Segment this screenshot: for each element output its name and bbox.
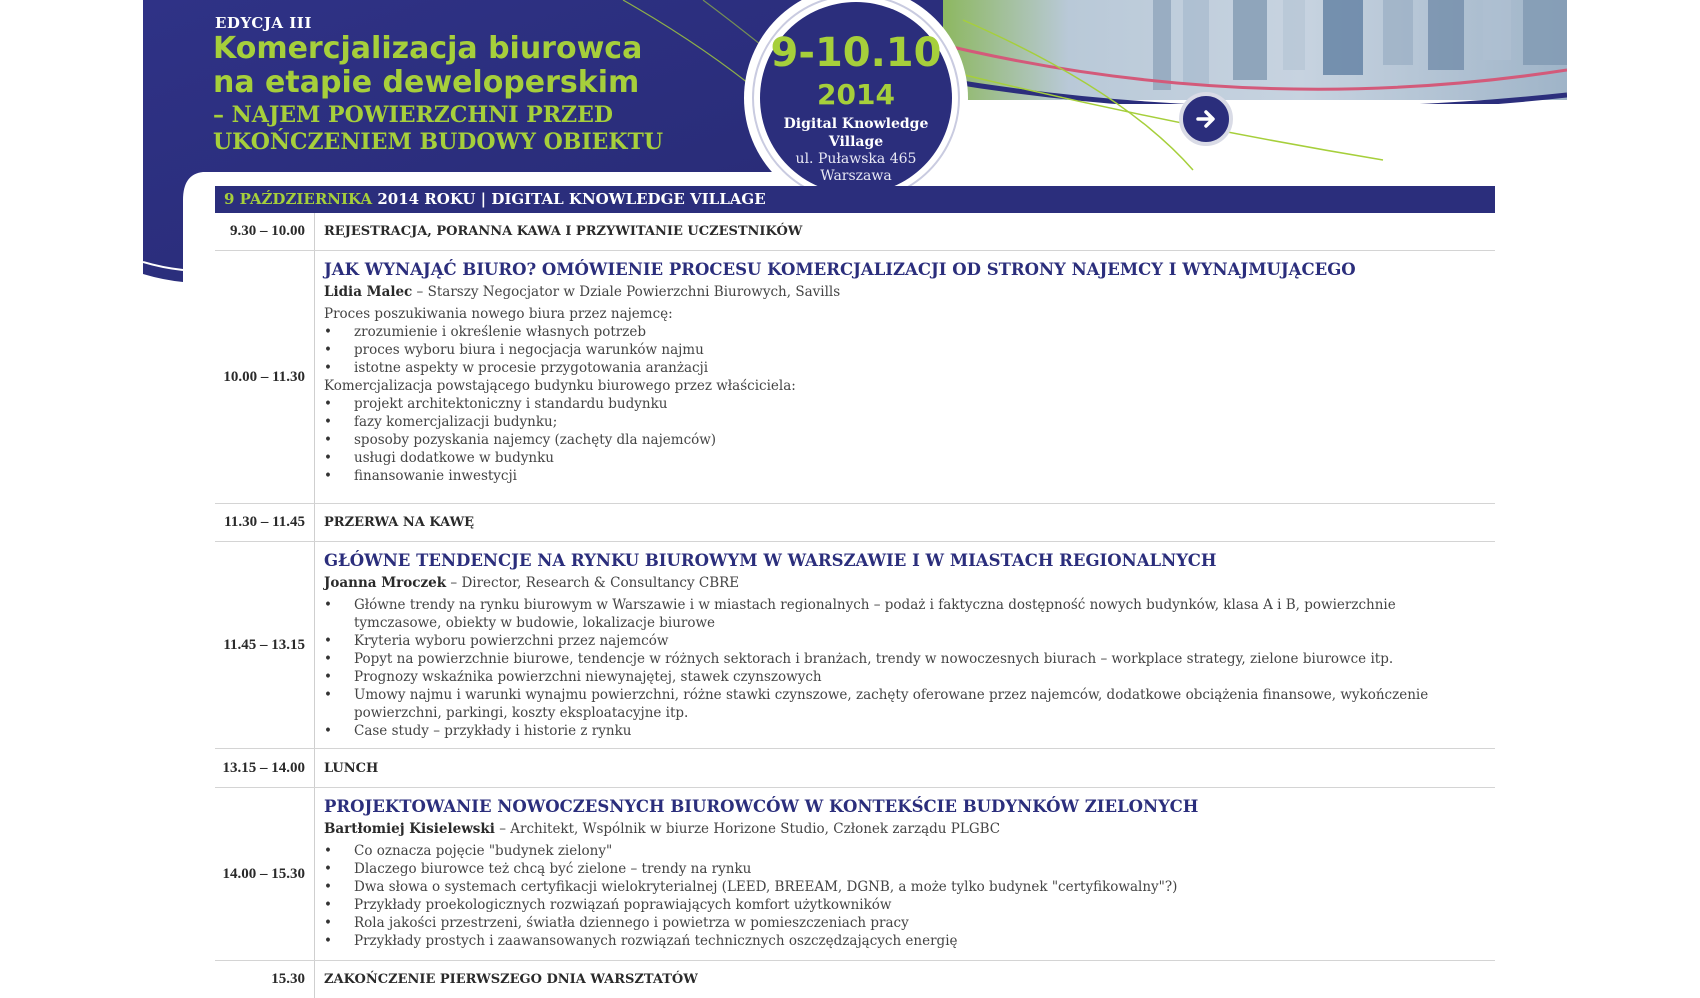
speaker-line <box>324 574 1485 592</box>
event-address: ul. Puławska 465 Warszawa <box>795 151 917 184</box>
agenda-table <box>215 213 1495 998</box>
list-item: • Prognozy wskaźnika powierzchni niewynajętej, stawek czynszowych <box>324 668 1485 686</box>
agenda-time: 14.00 – 15.30 <box>215 788 315 960</box>
list-item: • Case study – przykłady i historie z rynku <box>324 722 1485 740</box>
bullet-list <box>324 323 1485 377</box>
event-year: 2014 <box>817 78 895 111</box>
list-item: • Popyt na powierzchnie biurowe, tendencje w różnych sektorach i branżach, trendy w nowoczesnych biurach – workplace strategy, zielone biurowce itp. <box>324 650 1485 668</box>
list-item: • istotne aspekty w procesie przygotowania aranżacji <box>324 359 1485 377</box>
event-venue: Digital Knowledge Village <box>783 116 929 150</box>
list-item: • Umowy najmu i warunki wynajmu powierzchni, różne stawki czynszowe, zachęty oferowane przez najemców, dodatkowe obciążenia finansowe, wykończenie powierzchni, parkingi, koszty eksploatacyjne itp. <box>324 686 1485 722</box>
agenda-row-session-2 <box>215 542 1495 749</box>
list-item: • Przykłady proekologicznych rozwiązań poprawiających komfort użytkowników <box>324 896 1485 914</box>
speaker-line <box>324 283 1485 301</box>
speaker-role: – Architekt, Wspólnik w biurze Horizone Studio, Członek zarządu PLGBC <box>494 821 1001 837</box>
speaker-name: Bartłomiej Kisielewski <box>324 821 495 837</box>
day-venue: 2014 ROKU | DIGITAL KNOWLEDGE VILLAGE <box>372 190 766 208</box>
list-item: • Przykłady prostych i zaawansowanych rozwiązań technicznych oszczędzających energię <box>324 932 1485 950</box>
speaker-name: Lidia Malec <box>324 284 413 300</box>
agenda-time: 10.00 – 11.30 <box>215 251 315 503</box>
agenda-label: LUNCH <box>324 760 379 776</box>
bullet-list <box>324 395 1485 485</box>
day-header-bar <box>215 186 1495 213</box>
list-item: • proces wyboru biura i negocjacja warunków najmu <box>324 341 1485 359</box>
list-item: • Dlaczego biurowce też chcą być zielone – trendy na rynku <box>324 860 1485 878</box>
session-title: PROJEKTOWANIE NOWOCZESNYCH BIUROWCÓW W KONTEKŚCIE BUDYNKÓW ZIELONYCH <box>324 797 1199 816</box>
list-item: • fazy komercjalizacji budynku; <box>324 413 1485 431</box>
agenda-row-session-3 <box>215 788 1495 961</box>
agenda-time: 9.30 – 10.00 <box>215 213 315 250</box>
list-item: • Dwa słowa o systemach certyfikacji wielokryterialnej (LEED, BREEAM, DGNB, a może tylko budynek "certyfikowalny"?) <box>324 878 1485 896</box>
speaker-role: – Director, Research & Consultancy CBRE <box>446 575 740 591</box>
agenda-time: 13.15 – 14.00 <box>215 749 315 787</box>
session-intro: Komercjalizacja powstającego budynku biurowego przez właściciela: <box>324 378 796 394</box>
list-item: • projekt architektoniczny i standardu budynku <box>324 395 1485 413</box>
agenda-label: PRZERWA NA KAWĘ <box>324 515 475 530</box>
agenda-time: 11.45 – 13.15 <box>215 542 315 748</box>
agenda-row-registration <box>215 213 1495 251</box>
event-title: Komercjalizacja biurowca na etapie deweloperskim <box>213 31 643 100</box>
agenda-label: REJESTRACJA, PORANNA KAWA I PRZYWITANIE UCZESTNIKÓW <box>324 224 803 239</box>
speaker-line <box>324 820 1485 838</box>
list-item: • Główne trendy na rynku biurowym w Warszawie i w miastach regionalnych – podaż i faktyczna dostępność nowych budynków, klasa A i B, powierzchnie tymczasowe, obiekty w budowie, lokalizacje biurowe <box>324 596 1485 632</box>
next-arrow-button[interactable] <box>1179 92 1233 146</box>
list-item: • Rola jakości przestrzeni, światła dziennego i powietrza w pomieszczeniach pracy <box>324 914 1485 932</box>
list-item: • usługi dodatkowe w budynku <box>324 449 1485 467</box>
bullet-list <box>324 596 1485 740</box>
list-item: • sposoby pozyskania najemcy (zachęty dla najemców) <box>324 431 1485 449</box>
edition-label: EDYCJA III <box>215 14 312 32</box>
list-item: • Kryteria wyboru powierzchni przez najemców <box>324 632 1485 650</box>
agenda-time: 11.30 – 11.45 <box>215 504 315 541</box>
session-intro: Proces poszukiwania nowego biura przez najemcę: <box>324 306 673 322</box>
bullet-list <box>324 842 1485 950</box>
event-dates: 9-10.10 <box>770 30 942 76</box>
list-item: • zrozumienie i określenie własnych potrzeb <box>324 323 1485 341</box>
speaker-role: – Starszy Negocjator w Dziale Powierzchni Biurowych, Savills <box>412 284 841 300</box>
agenda-label: ZAKOŃCZENIE PIERWSZEGO DNIA WARSZTATÓW <box>324 972 698 987</box>
agenda-row-coffee-break <box>215 504 1495 542</box>
speaker-name: Joanna Mroczek <box>324 575 447 591</box>
list-item: • finansowanie inwestycji <box>324 467 1485 485</box>
agenda-row-lunch <box>215 749 1495 788</box>
session-title: JAK WYNAJĄĆ BIURO? OMÓWIENIE PROCESU KOMERCJALIZACJI OD STRONY NAJEMCY I WYNAJMUJĄCEGO <box>324 260 1356 279</box>
session-title: GŁÓWNE TENDENCJE NA RYNKU BIUROWYM W WARSZAWIE I W MIASTACH REGIONALNYCH <box>324 551 1217 570</box>
agenda-row-closing <box>215 961 1495 998</box>
day-date: 9 PAŹDZIERNIKA <box>224 190 373 208</box>
arrow-right-icon <box>1193 106 1219 132</box>
agenda-time: 15.30 <box>215 961 315 998</box>
list-item: • Co oznacza pojęcie "budynek zielony" <box>324 842 1485 860</box>
agenda-row-session-1 <box>215 251 1495 504</box>
event-subtitle: – NAJEM POWIERZCHNI PRZED UKOŃCZENIEM BUDOWY OBIEKTU <box>213 102 664 155</box>
